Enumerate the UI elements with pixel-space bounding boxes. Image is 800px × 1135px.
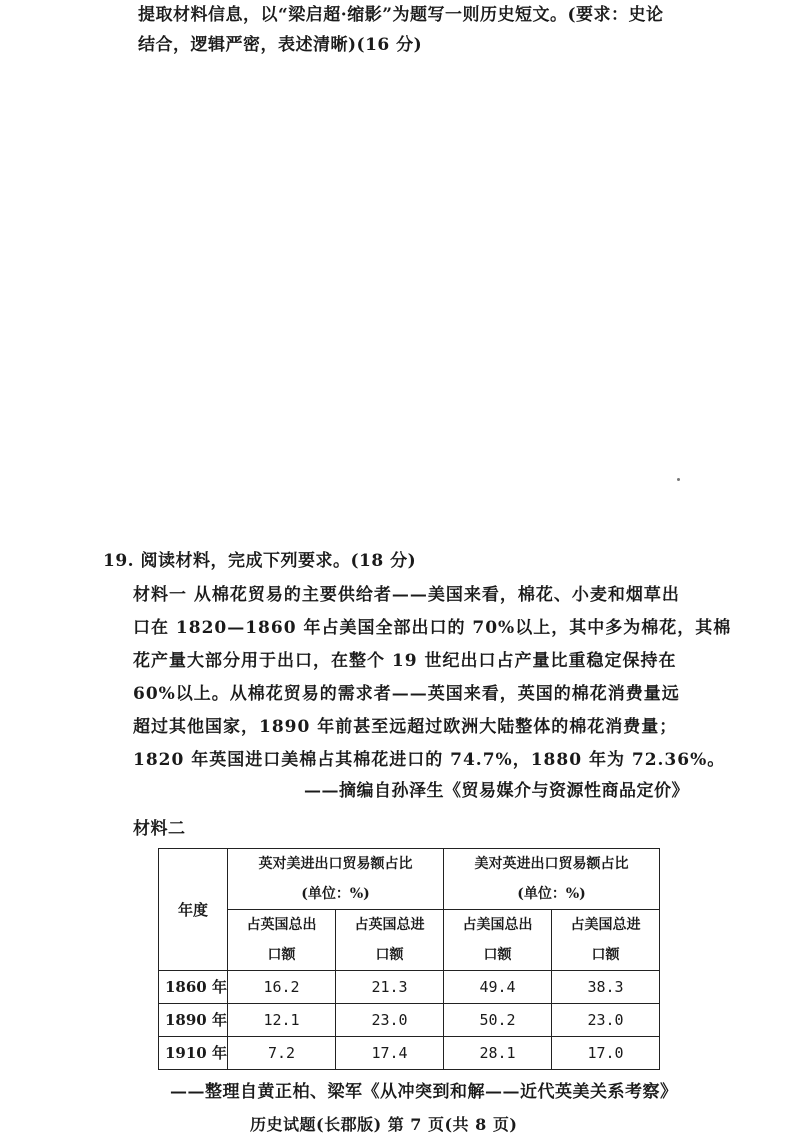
table-cell: 38.3 <box>552 971 660 1004</box>
table-cell: 7.2 <box>228 1037 336 1070</box>
table-cell: 17.4 <box>336 1037 444 1070</box>
sub-header-4-line-2: 口额 <box>591 947 620 963</box>
question-19-title: 19. 阅读材料，完成下列要求。(18 分) <box>103 551 417 571</box>
group-1-title: 英对美进出口贸易额占比 <box>258 856 413 872</box>
group-1-unit: (单位：%) <box>301 886 370 902</box>
prev-question-line-2: 结合，逻辑严密，表述清晰)(16 分) <box>138 35 423 55</box>
sub-header-3-line-1: 占美国总出 <box>462 917 533 933</box>
material1-line-1: 材料一 从棉花贸易的主要供给者——美国来看，棉花、小麦和烟草出 <box>133 585 680 605</box>
sub-header-1-line-1: 占英国总出 <box>246 917 317 933</box>
material1-line-2: 口在 1820—1860 年占美国全部出口的 70%以上，其中多为棉花，其棉 <box>133 618 732 638</box>
sub-header-2-line-2: 口额 <box>375 947 404 963</box>
group-2-title: 美对英进出口贸易额占比 <box>474 856 629 872</box>
row-year: 1890 年 <box>159 1004 228 1037</box>
table-cell: 50.2 <box>444 1004 552 1037</box>
page-footer: 历史试题(长郡版) 第 7 页(共 8 页) <box>250 1115 518 1134</box>
material1-line-3: 花产量大部分用于出口，在整个 19 世纪出口占产量比重稳定保持在 <box>133 651 677 671</box>
material1-line-5: 超过其他国家，1890 年前甚至远超过欧洲大陆整体的棉花消费量； <box>133 717 678 737</box>
sub-header-2-line-1: 占英国总进 <box>354 917 425 933</box>
table-cell: 49.4 <box>444 971 552 1004</box>
table-header-group-1 <box>228 849 444 910</box>
sub-header-2 <box>336 910 444 971</box>
material1-line-6: 1820 年英国进口美棉占其棉花进口的 74.7%，1880 年为 72.36%。 <box>133 750 726 770</box>
trade-share-table <box>158 848 660 1070</box>
material2-source: ——整理自黄正柏、梁军《从冲突到和解——近代英美关系考察》 <box>170 1082 678 1102</box>
table-row <box>159 971 660 1004</box>
table-cell: 23.0 <box>336 1004 444 1037</box>
material2-label: 材料二 <box>133 819 186 839</box>
sub-header-4-line-1: 占美国总进 <box>570 917 641 933</box>
table-header-group-2 <box>444 849 660 910</box>
sub-header-1-line-2: 口额 <box>267 947 296 963</box>
table-cell: 16.2 <box>228 971 336 1004</box>
sub-header-4 <box>552 910 660 971</box>
table-cell: 21.3 <box>336 971 444 1004</box>
prev-question-line-1: 提取材料信息，以“梁启超·缩影”为题写一则历史短文。(要求：史论 <box>138 5 664 25</box>
scan-speck <box>677 478 680 481</box>
sub-header-3-line-2: 口额 <box>483 947 512 963</box>
material1-source: ——摘编自孙泽生《贸易媒介与资源性商品定价》 <box>304 781 689 801</box>
table-row <box>159 1037 660 1070</box>
table-row <box>159 1004 660 1037</box>
row-year: 1910 年 <box>159 1037 228 1070</box>
table-cell: 12.1 <box>228 1004 336 1037</box>
row-year: 1860 年 <box>159 971 228 1004</box>
sub-header-1 <box>228 910 336 971</box>
material1-line-4: 60%以上。从棉花贸易的需求者——英国来看，英国的棉花消费量远 <box>133 684 680 704</box>
table-cell: 23.0 <box>552 1004 660 1037</box>
table-cell: 28.1 <box>444 1037 552 1070</box>
table-header-year: 年度 <box>159 849 228 971</box>
table-cell: 17.0 <box>552 1037 660 1070</box>
group-2-unit: (单位：%) <box>517 886 586 902</box>
sub-header-3 <box>444 910 552 971</box>
